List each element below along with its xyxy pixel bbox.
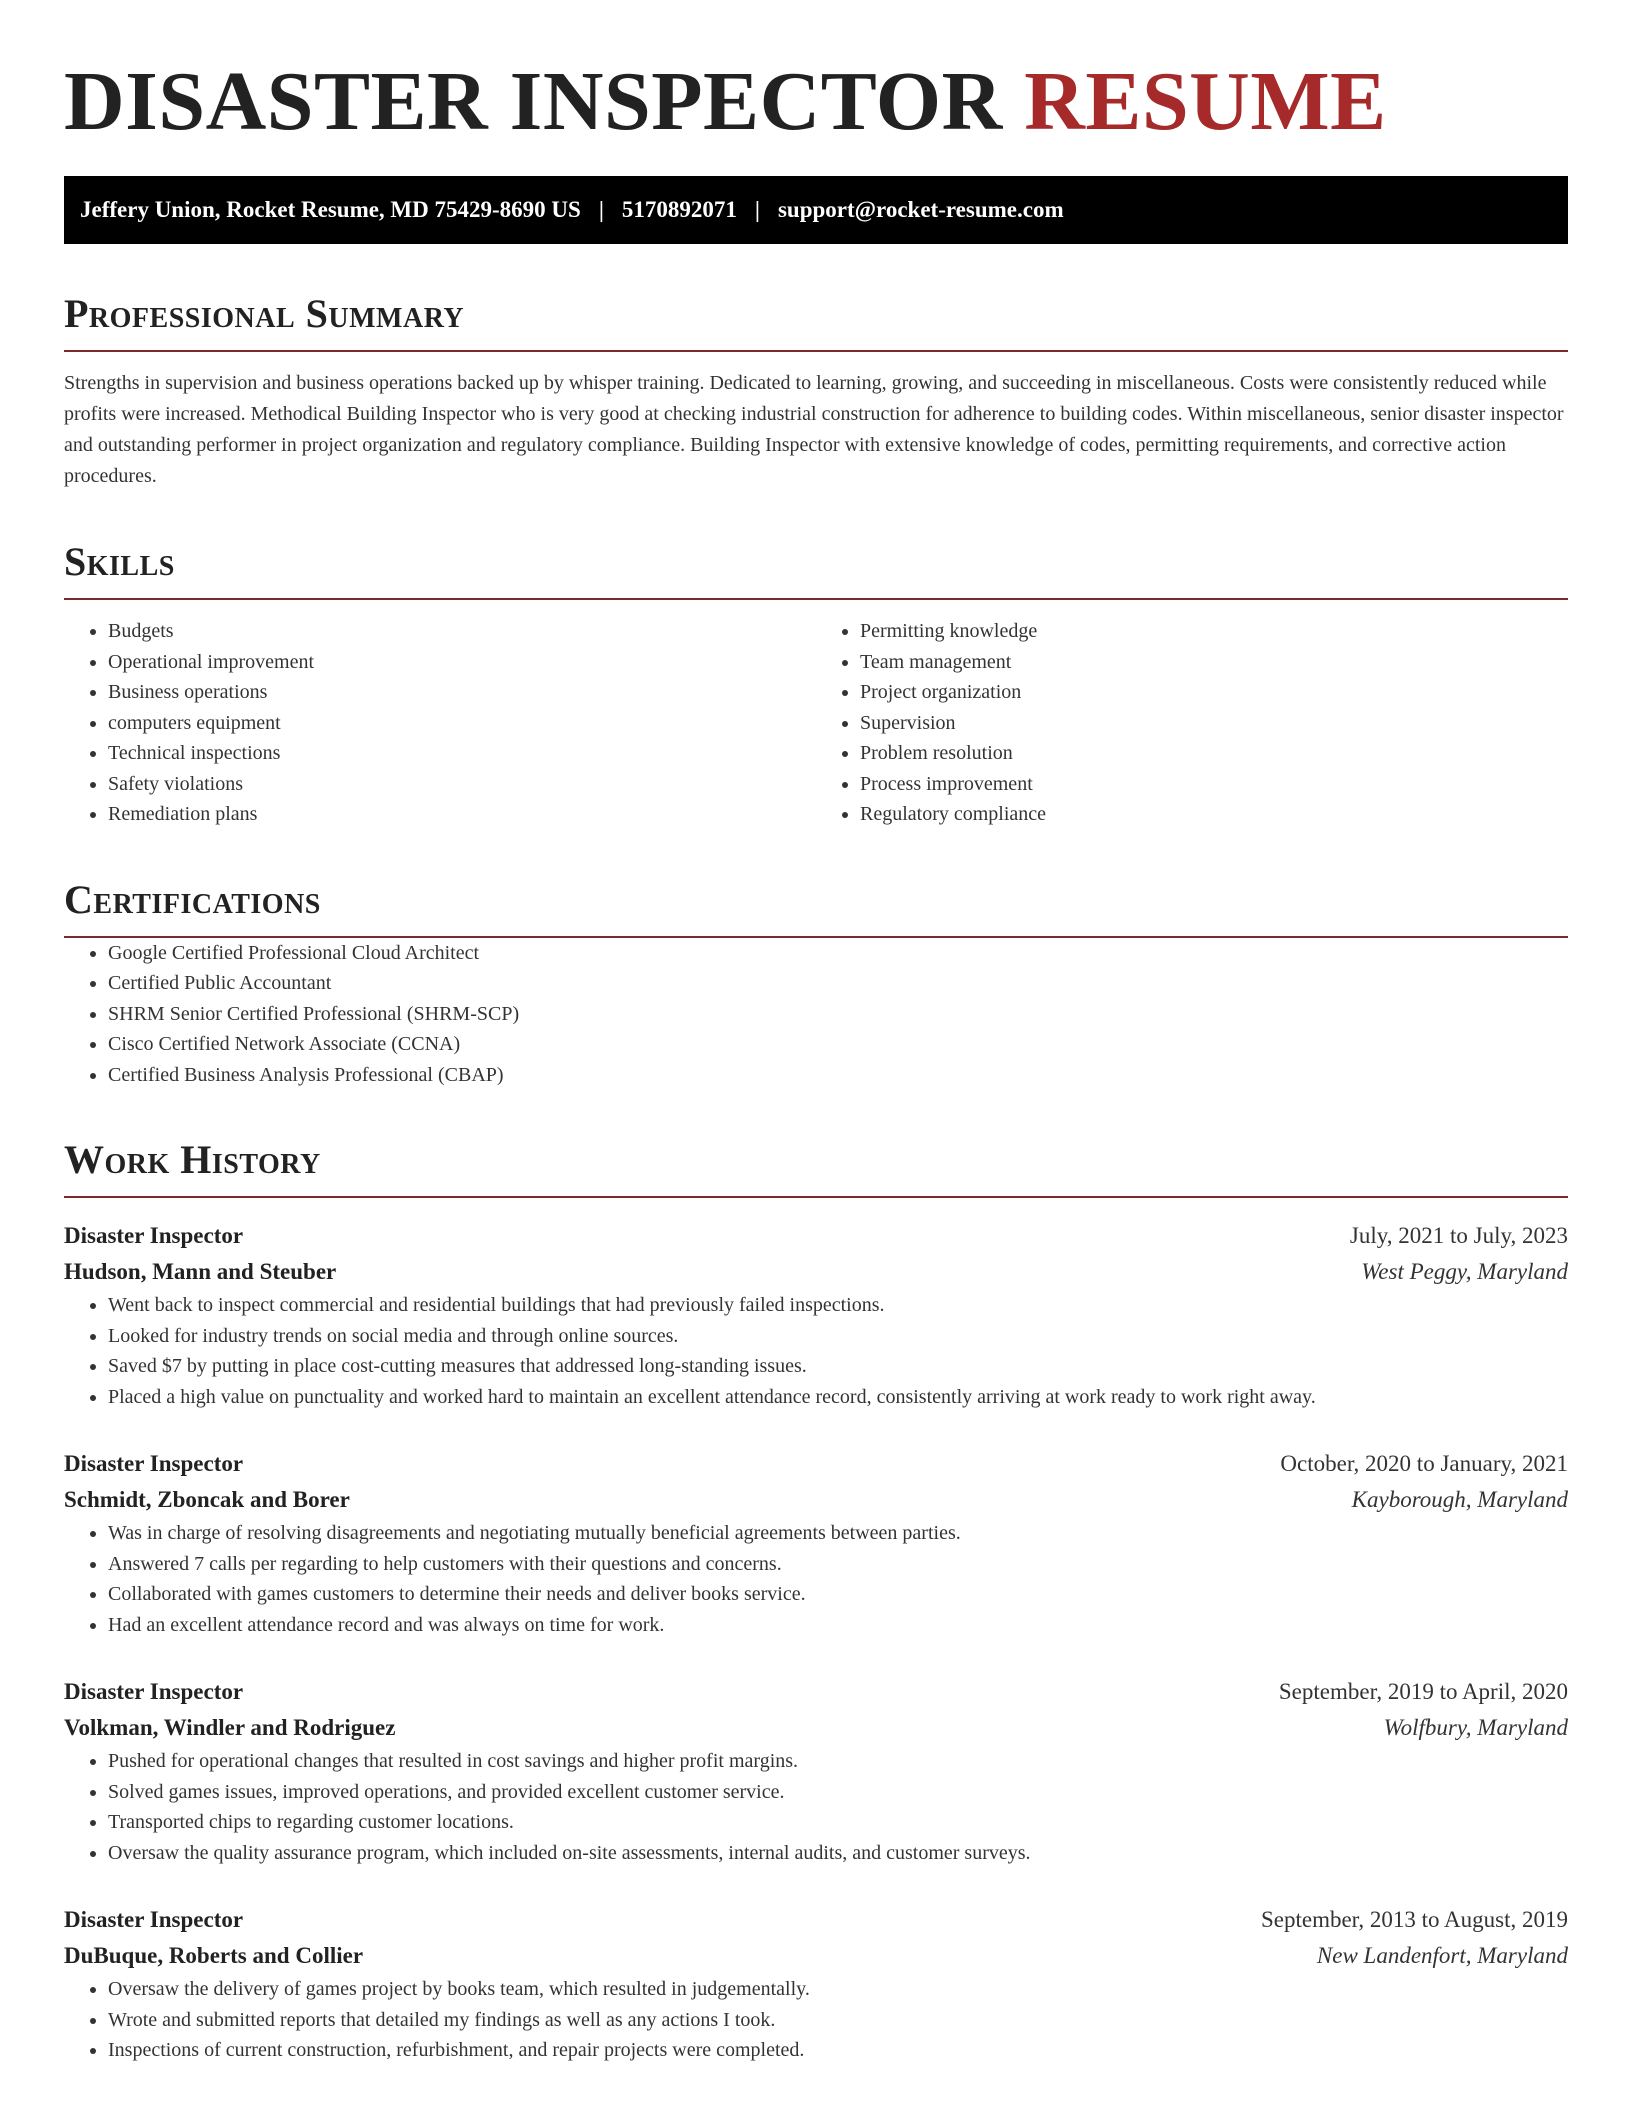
contact-bar bbox=[64, 176, 1568, 244]
job-company: DuBuque, Roberts and Collier bbox=[64, 1943, 364, 1968]
job-location: New Landenfort, Maryland bbox=[1316, 1943, 1568, 1968]
job-dates: October, 2020 to January, 2021 bbox=[1280, 1451, 1568, 1476]
contact-separator: | bbox=[754, 197, 760, 222]
title-main: DISASTER INSPECTOR bbox=[64, 55, 1003, 148]
certifications-list bbox=[64, 938, 1568, 1091]
skill-item: • Budgets bbox=[108, 616, 816, 647]
summary-text: Strengths in supervision and business operations backed up by whisper training. Dedicated to learning, growing, and succeeding in miscellaneous. Costs were consistently reduced while profits were increased. Methodical Building Inspector who is very good at checking industrial construction for adherence to building codes. Within miscellaneous, senior disaster inspector and outstanding performer in project organization and regulatory compliance. Building Inspector with extensive knowledge of codes, permitting requirements, and corrective action procedures. bbox=[64, 372, 1564, 487]
job-title: Disaster Inspector bbox=[64, 1679, 244, 1704]
job-bullet-list bbox=[64, 1746, 1568, 1868]
job-location: Kayborough, Maryland bbox=[1351, 1487, 1568, 1512]
job-dates: September, 2013 to August, 2019 bbox=[1260, 1907, 1568, 1932]
job-bullet: • Collaborated with games customers to determine their needs and deliver books service. bbox=[108, 1579, 1568, 1610]
job-bullet: • Went back to inspect commercial and residential buildings that had previously failed inspections. bbox=[108, 1290, 1568, 1321]
job-bullet-list bbox=[64, 1974, 1568, 2066]
job-location: Wolfbury, Maryland bbox=[1383, 1715, 1568, 1740]
job-company: Volkman, Windler and Rodriguez bbox=[64, 1715, 396, 1740]
job-entry bbox=[64, 1446, 1568, 1640]
certification-item: • Certified Public Accountant bbox=[108, 968, 1568, 999]
resume-title bbox=[64, 52, 1568, 152]
job-header-row bbox=[64, 1902, 1568, 1938]
job-dates: July, 2021 to July, 2023 bbox=[1349, 1223, 1568, 1248]
job-bullet: • Transported chips to regarding customer locations. bbox=[108, 1807, 1568, 1838]
certification-item: • Certified Business Analysis Professional (CBAP) bbox=[108, 1060, 1568, 1091]
skills-list-left bbox=[64, 616, 816, 830]
job-company-row bbox=[64, 1482, 1568, 1518]
skill-item: • Supervision bbox=[860, 708, 1568, 739]
certification-item: • Cisco Certified Network Associate (CCNA) bbox=[108, 1029, 1568, 1060]
job-company: Schmidt, Zboncak and Borer bbox=[64, 1487, 350, 1512]
summary-heading: Professional Summary bbox=[64, 290, 1568, 352]
work-history-heading: Work History bbox=[64, 1136, 1568, 1198]
skill-item: • Safety violations bbox=[108, 769, 816, 800]
job-bullet: • Solved games issues, improved operations, and provided excellent customer service. bbox=[108, 1777, 1568, 1808]
job-entry bbox=[64, 1674, 1568, 1868]
job-bullet: • Saved $7 by putting in place cost-cutting measures that addressed long-standing issues. bbox=[108, 1351, 1568, 1382]
job-bullet: • Wrote and submitted reports that detailed my findings as well as any actions I took. bbox=[108, 2005, 1568, 2036]
certification-item: • Google Certified Professional Cloud Architect bbox=[108, 938, 1568, 969]
job-company: Hudson, Mann and Steuber bbox=[64, 1259, 337, 1284]
job-bullet: • Looked for industry trends on social media and through online sources. bbox=[108, 1321, 1568, 1352]
contact-email: support@rocket-resume.com bbox=[777, 197, 1064, 222]
work-history-list bbox=[64, 1218, 1568, 2066]
skill-item: • Technical inspections bbox=[108, 738, 816, 769]
skill-item: • Remediation plans bbox=[108, 799, 816, 830]
skill-item: • Permitting knowledge bbox=[860, 616, 1568, 647]
skills-list-right bbox=[816, 616, 1568, 830]
contact-separator: | bbox=[598, 197, 604, 222]
job-title: Disaster Inspector bbox=[64, 1223, 244, 1248]
contact-phone: 5170892071 bbox=[621, 197, 737, 222]
contact-address: Jeffery Union, Rocket Resume, MD 75429-8690 US bbox=[80, 197, 581, 222]
job-bullet: • Answered 7 calls per regarding to help customers with their questions and concerns. bbox=[108, 1549, 1568, 1580]
skills-heading: Skills bbox=[64, 538, 1568, 600]
job-title: Disaster Inspector bbox=[64, 1451, 244, 1476]
skill-item: • Team management bbox=[860, 647, 1568, 678]
job-header-row bbox=[64, 1674, 1568, 1710]
skill-item: • Operational improvement bbox=[108, 647, 816, 678]
skill-item: • Project organization bbox=[860, 677, 1568, 708]
job-bullet-list bbox=[64, 1290, 1568, 1412]
job-bullet: • Oversaw the delivery of games project by books team, which resulted in judgementally. bbox=[108, 1974, 1568, 2005]
certifications-heading: Certifications bbox=[64, 876, 1568, 938]
job-company-row bbox=[64, 1710, 1568, 1746]
job-bullet: • Placed a high value on punctuality and worked hard to maintain an excellent attendance record, consistently arriving at work ready to work right away. bbox=[108, 1382, 1568, 1413]
job-dates: September, 2019 to April, 2020 bbox=[1278, 1679, 1568, 1704]
skill-item: • computers equipment bbox=[108, 708, 816, 739]
skill-item: • Process improvement bbox=[860, 769, 1568, 800]
job-header-row bbox=[64, 1218, 1568, 1254]
skill-item: • Regulatory compliance bbox=[860, 799, 1568, 830]
job-location: West Peggy, Maryland bbox=[1361, 1259, 1568, 1284]
title-accent: RESUME bbox=[1024, 55, 1387, 148]
job-company-row bbox=[64, 1254, 1568, 1290]
job-bullet: • Oversaw the quality assurance program, which included on-site assessments, internal audits, and customer surveys. bbox=[108, 1838, 1568, 1869]
skill-item: • Problem resolution bbox=[860, 738, 1568, 769]
job-bullet: • Was in charge of resolving disagreements and negotiating mutually beneficial agreements between parties. bbox=[108, 1518, 1568, 1549]
job-entry bbox=[64, 1218, 1568, 1412]
skill-item: • Business operations bbox=[108, 677, 816, 708]
skills-columns bbox=[64, 616, 1568, 830]
job-bullet: • Pushed for operational changes that resulted in cost savings and higher profit margins. bbox=[108, 1746, 1568, 1777]
job-company-row bbox=[64, 1938, 1568, 1974]
job-header-row bbox=[64, 1446, 1568, 1482]
job-bullet: • Had an excellent attendance record and was always on time for work. bbox=[108, 1610, 1568, 1641]
certification-item: • SHRM Senior Certified Professional (SHRM-SCP) bbox=[108, 999, 1568, 1030]
job-bullet-list bbox=[64, 1518, 1568, 1640]
job-title: Disaster Inspector bbox=[64, 1907, 244, 1932]
job-entry bbox=[64, 1902, 1568, 2066]
job-bullet: • Inspections of current construction, refurbishment, and repair projects were completed. bbox=[108, 2035, 1568, 2066]
